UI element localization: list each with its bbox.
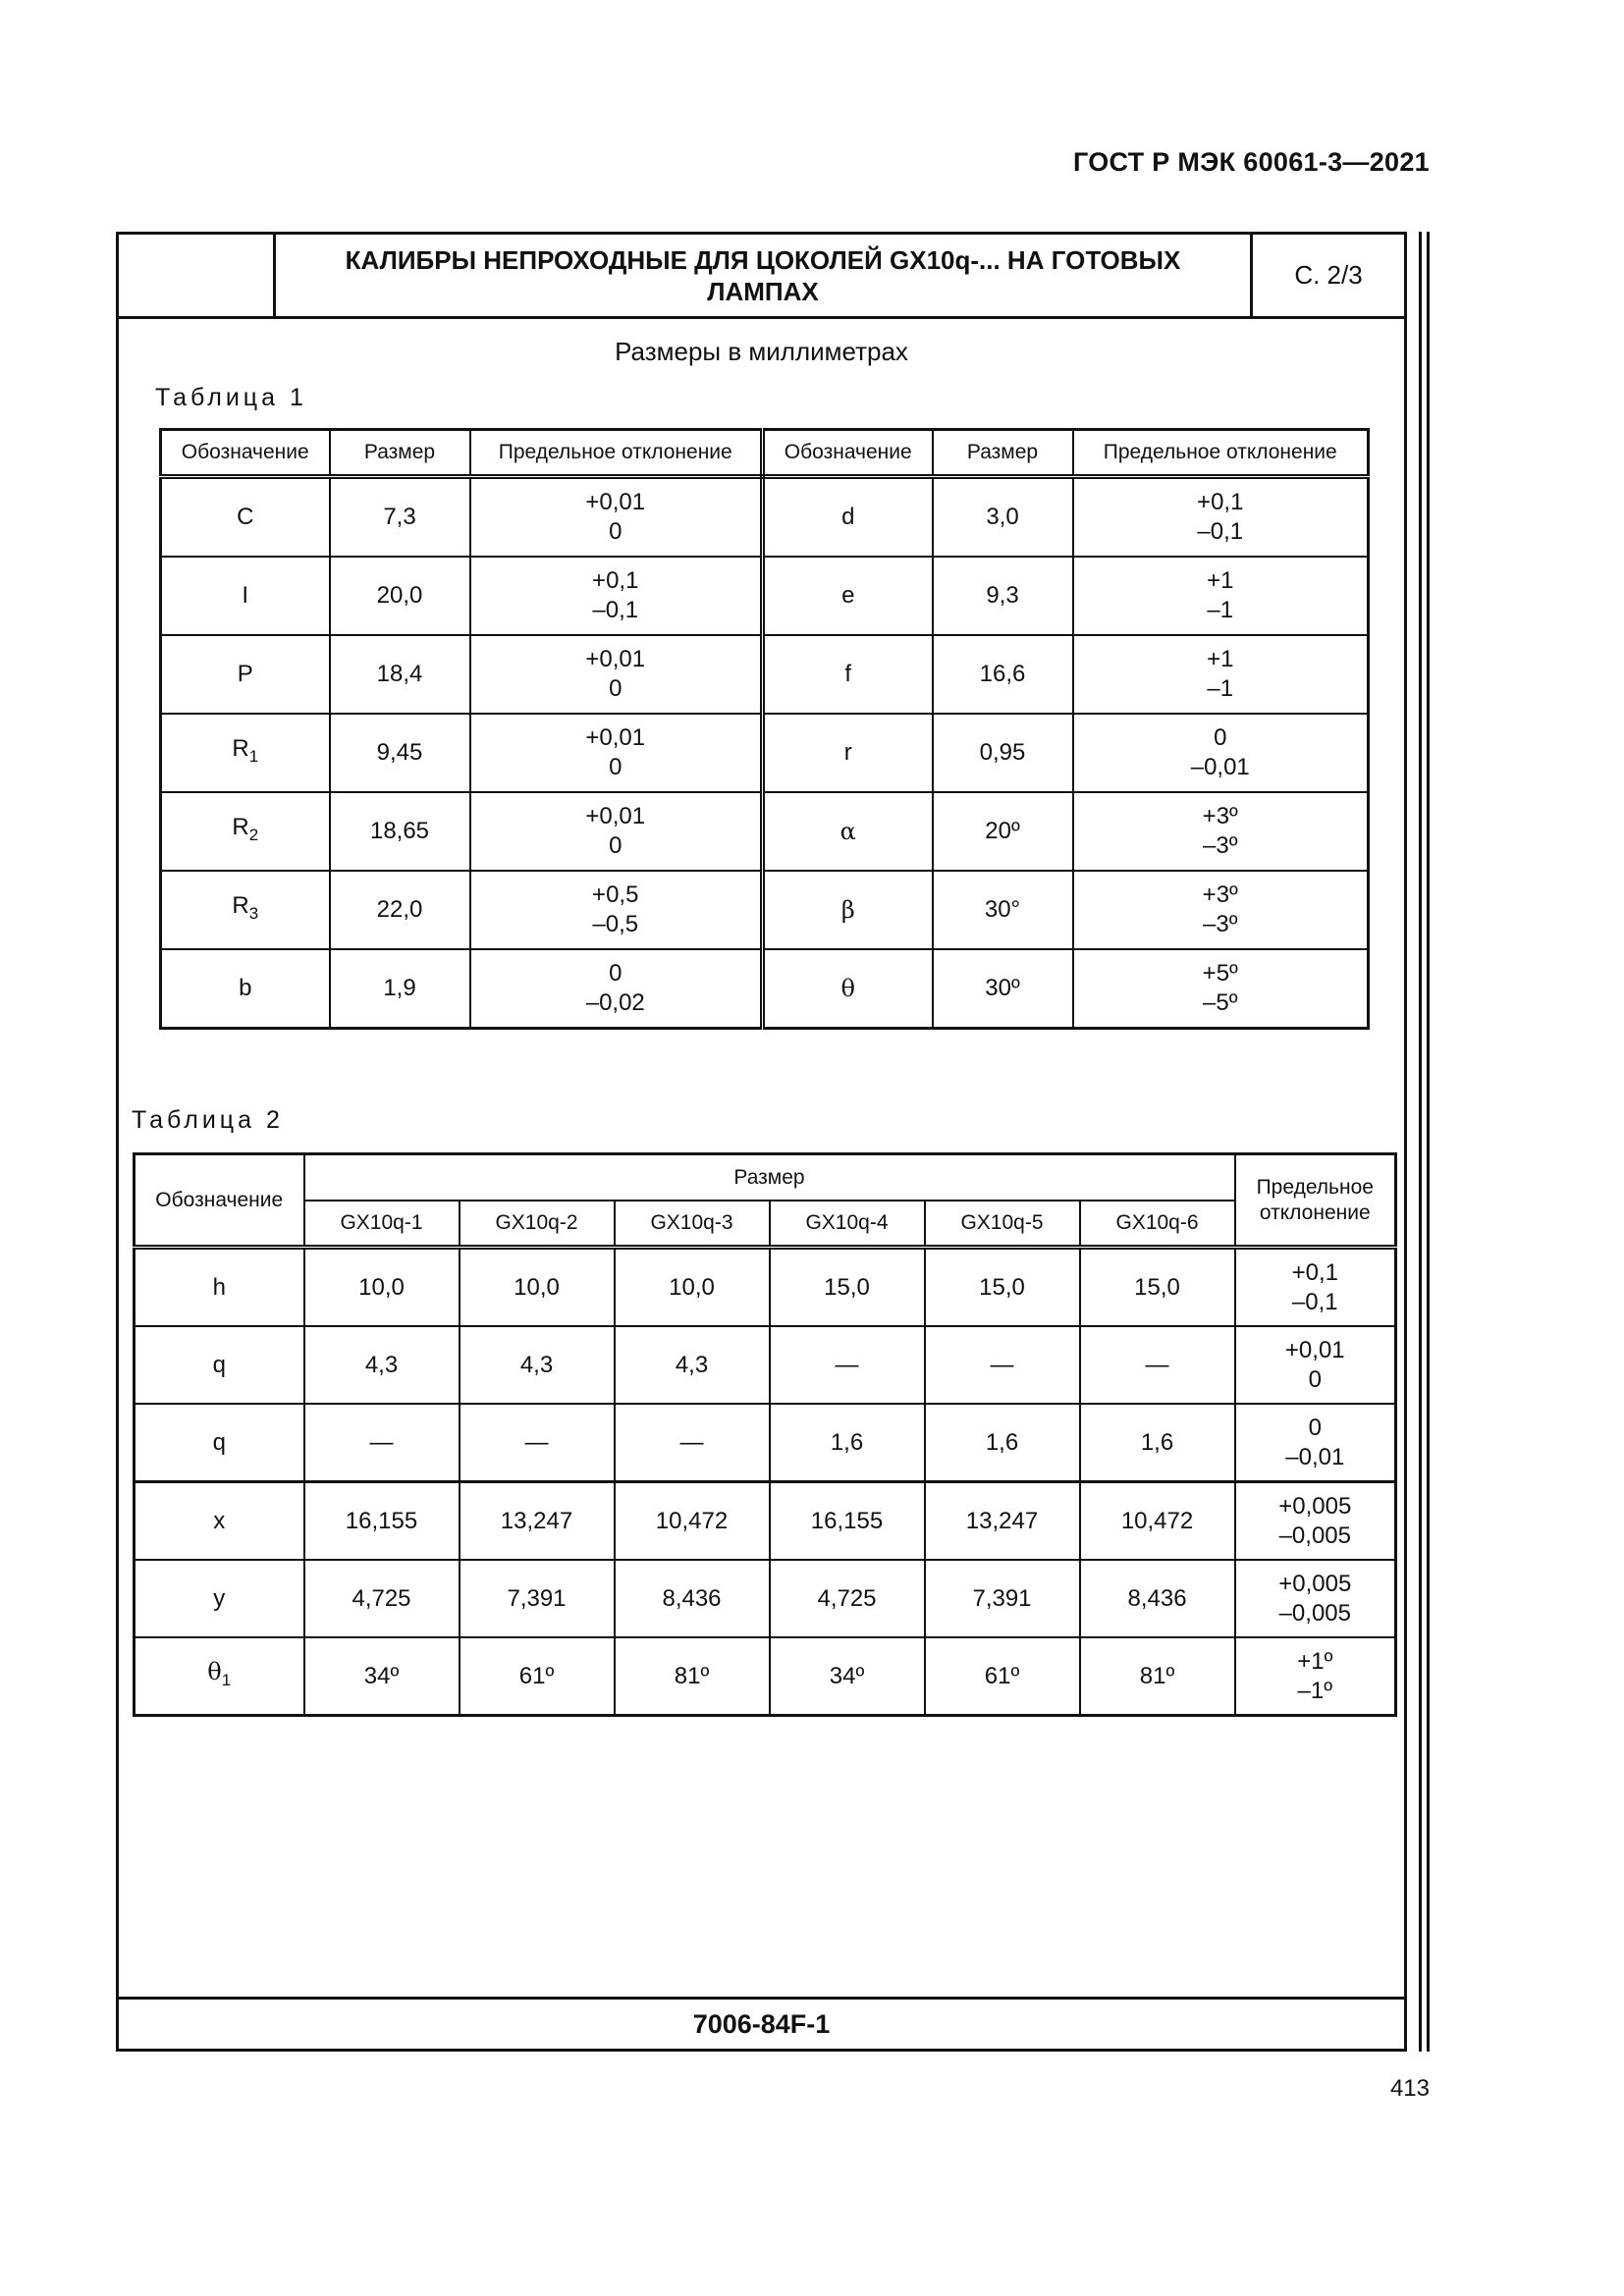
- t1-tolerance: [470, 949, 763, 1029]
- designation-symbol: d: [841, 504, 855, 530]
- t1-designation: [763, 792, 933, 871]
- designation-symbol: q: [212, 1351, 226, 1378]
- t1-tolerance: [1073, 477, 1369, 558]
- designation-symbol: R: [232, 735, 249, 762]
- t2-size-value: 4,3: [615, 1326, 770, 1404]
- t2-column-header: GX10q-1: [304, 1201, 460, 1248]
- t2-row: [135, 1482, 1396, 1561]
- t1-size: 16,6: [933, 635, 1073, 714]
- tolerance-lower: –1: [1207, 675, 1234, 702]
- t2-tolerance: [1235, 1560, 1396, 1637]
- designation-subscript: 1: [248, 747, 259, 766]
- tolerance-upper: +5º: [1202, 960, 1238, 987]
- tolerance-upper: +0,01: [585, 489, 646, 515]
- t1-tolerance: [470, 477, 763, 558]
- designation-subscript: 2: [248, 826, 259, 844]
- t1-designation: [161, 557, 330, 635]
- tolerance-lower: –0,1: [592, 597, 639, 623]
- tolerance-lower: 0: [609, 675, 623, 702]
- t2-tolerance: [1235, 1637, 1396, 1716]
- t1-header-tolerance: Предельное отклонение: [1073, 430, 1369, 477]
- t1-designation: [763, 871, 933, 949]
- tolerance-lower: –0,01: [1285, 1443, 1345, 1470]
- t1-tolerance: [1073, 949, 1369, 1029]
- t2-size-value: 61º: [925, 1637, 1080, 1716]
- t2-size-value: —: [615, 1404, 770, 1482]
- t2-designation: [135, 1326, 304, 1404]
- t1-size: 3,0: [933, 477, 1073, 558]
- t1-tolerance: [470, 871, 763, 949]
- t1-size: 20º: [933, 792, 1073, 871]
- designation-symbol: P: [237, 661, 253, 687]
- t2-size-value: 61º: [460, 1637, 615, 1716]
- t2-size-value: —: [770, 1326, 925, 1404]
- t2-size-value: 16,155: [304, 1482, 460, 1561]
- tolerance-lower: –0,005: [1278, 1599, 1351, 1627]
- t2-designation: [135, 1560, 304, 1637]
- t2-designation: [135, 1637, 304, 1716]
- t2-column-header: GX10q-4: [770, 1201, 925, 1248]
- designation-symbol: θ: [840, 974, 855, 1002]
- t1-tolerance: [470, 714, 763, 792]
- t2-row: [135, 1560, 1396, 1637]
- t2-size-value: 34º: [304, 1637, 460, 1716]
- t1-tolerance: [1073, 635, 1369, 714]
- t2-designation: [135, 1404, 304, 1482]
- t2-size-value: —: [925, 1326, 1080, 1404]
- t1-header-tolerance: Предельное отклонение: [470, 430, 763, 477]
- t1-row: [161, 557, 1369, 635]
- tolerance-upper: +0,01: [585, 724, 646, 751]
- designation-symbol: R: [232, 814, 249, 840]
- t1-tolerance: [470, 635, 763, 714]
- tolerance-upper: 0: [1308, 1414, 1322, 1441]
- t1-size: 1,9: [330, 949, 470, 1029]
- t2-size-value: 4,3: [460, 1326, 615, 1404]
- sheet-page-number: С. 2/3: [1294, 260, 1363, 290]
- t2-size-value: 34º: [770, 1637, 925, 1716]
- t1-header-size: Размер: [933, 430, 1073, 477]
- t1-row: [161, 477, 1369, 558]
- t2-size-value: 1,6: [1080, 1404, 1235, 1482]
- t2-tolerance: [1235, 1482, 1396, 1561]
- tolerance-lower: –1: [1207, 597, 1234, 623]
- sheet-title: КАЛИБРЫ НЕПРОХОДНЫЕ ДЛЯ ЦОКОЛЕЙ GX10q-... НА ГОТОВЫХ ЛАМПАХ: [276, 235, 1253, 316]
- table-1: [159, 428, 1370, 1030]
- tolerance-lower: –3º: [1203, 911, 1238, 937]
- tolerance-lower: –0,1: [1197, 518, 1244, 545]
- t1-tolerance: [1073, 871, 1369, 949]
- t2-size-value: 1,6: [770, 1404, 925, 1482]
- t2-designation: [135, 1482, 304, 1561]
- t2-size-value: 1,6: [925, 1404, 1080, 1482]
- designation-symbol: q: [212, 1428, 226, 1456]
- t1-designation: [763, 557, 933, 635]
- t1-size: 20,0: [330, 557, 470, 635]
- tolerance-lower: –0,5: [592, 911, 639, 937]
- t1-designation: [161, 477, 330, 558]
- table2-caption: Таблица 2: [132, 1106, 284, 1134]
- t1-header-designation: Обозначение: [763, 430, 933, 477]
- units-note: Размеры в миллиметрах: [615, 337, 908, 366]
- designation-subscript: 3: [248, 904, 259, 923]
- t1-row: [161, 635, 1369, 714]
- t1-designation: [763, 949, 933, 1029]
- designation-symbol: f: [844, 661, 852, 687]
- t1-size: 22,0: [330, 871, 470, 949]
- header-blank-cell: [119, 235, 276, 316]
- t2-size-value: 4,725: [770, 1560, 925, 1637]
- designation-symbol: R: [232, 892, 249, 919]
- t2-size-value: 13,247: [460, 1482, 615, 1561]
- t2-tolerance: [1235, 1326, 1396, 1404]
- tolerance-upper: +0,01: [1284, 1336, 1345, 1363]
- tolerance-lower: –0,02: [585, 989, 645, 1016]
- t1-header-designation: Обозначение: [161, 430, 330, 477]
- t2-size-value: 10,0: [304, 1248, 460, 1327]
- tolerance-lower: –1º: [1297, 1677, 1333, 1704]
- t2-size-value: 8,436: [615, 1560, 770, 1637]
- document-code: ГОСТ Р МЭК 60061-3—2021: [1072, 147, 1430, 177]
- t2-size-value: 16,155: [770, 1482, 925, 1561]
- t1-row: [161, 792, 1369, 871]
- tolerance-upper: +0,01: [585, 803, 646, 829]
- designation-symbol: C: [237, 504, 254, 530]
- t1-designation: [763, 714, 933, 792]
- t1-tolerance: [1073, 714, 1369, 792]
- t1-size: 30°: [933, 871, 1073, 949]
- tolerance-lower: –0,005: [1278, 1522, 1351, 1549]
- t2-row: [135, 1637, 1396, 1716]
- t1-size: 7,3: [330, 477, 470, 558]
- t2-size-value: 15,0: [1080, 1248, 1235, 1327]
- tolerance-upper: +0,005: [1278, 1570, 1352, 1597]
- t2-size-value: 81º: [615, 1637, 770, 1716]
- t2-size-value: 8,436: [1080, 1560, 1235, 1637]
- t2-size-value: —: [1080, 1326, 1235, 1404]
- t2-size-value: 4,3: [304, 1326, 460, 1404]
- sheet-frame: [116, 232, 1407, 2052]
- t2-size-value: 10,472: [1080, 1482, 1235, 1561]
- t2-size-value: 15,0: [770, 1248, 925, 1327]
- t2-column-header: GX10q-3: [615, 1201, 770, 1248]
- table1-header-row: [161, 430, 1369, 477]
- t2-size-value: 13,247: [925, 1482, 1080, 1561]
- tolerance-upper: +0,5: [592, 881, 639, 908]
- t2-row: [135, 1248, 1396, 1327]
- t2-row: [135, 1404, 1396, 1482]
- t1-tolerance: [1073, 792, 1369, 871]
- tolerance-lower: –0,1: [1291, 1288, 1338, 1315]
- t2-tolerance: [1235, 1248, 1396, 1327]
- t2-size-value: 10,0: [615, 1248, 770, 1327]
- t2-size-value: 15,0: [925, 1248, 1080, 1327]
- tolerance-lower: 0: [1308, 1365, 1322, 1393]
- t1-tolerance: [470, 792, 763, 871]
- t2-size-value: 7,391: [460, 1560, 615, 1637]
- t1-tolerance: [1073, 557, 1369, 635]
- t1-size: 9,45: [330, 714, 470, 792]
- tolerance-upper: +0,1: [592, 567, 639, 594]
- t2-column-header: GX10q-5: [925, 1201, 1080, 1248]
- tolerance-lower: 0: [609, 518, 623, 545]
- t1-size: 0,95: [933, 714, 1073, 792]
- tolerance-lower: –3º: [1203, 832, 1238, 859]
- t1-tolerance: [470, 557, 763, 635]
- t1-row: [161, 871, 1369, 949]
- t2-column-header: GX10q-6: [1080, 1201, 1235, 1248]
- tolerance-lower: –5º: [1203, 989, 1238, 1016]
- t2-size-value: 4,725: [304, 1560, 460, 1637]
- designation-symbol: α: [839, 817, 856, 845]
- tolerance-upper: +0,1: [1291, 1258, 1338, 1286]
- t1-header-size: Размер: [330, 430, 470, 477]
- t2-column-header: GX10q-2: [460, 1201, 615, 1248]
- tolerance-upper: +1: [1207, 646, 1234, 672]
- tolerance-lower: 0: [609, 832, 623, 859]
- t2-size-value: —: [460, 1404, 615, 1482]
- t2-size-value: 7,391: [925, 1560, 1080, 1637]
- t1-designation: [161, 949, 330, 1029]
- t1-size: 18,65: [330, 792, 470, 871]
- t1-size: 30º: [933, 949, 1073, 1029]
- t1-size: 18,4: [330, 635, 470, 714]
- tolerance-upper: +1º: [1297, 1647, 1333, 1675]
- t2-size-value: 10,472: [615, 1482, 770, 1561]
- designation-symbol: y: [213, 1584, 226, 1612]
- designation-symbol: x: [213, 1507, 226, 1534]
- frame-outer-line: [1419, 232, 1422, 2052]
- designation-subscript: 1: [221, 1671, 232, 1689]
- t2-designation: [135, 1248, 304, 1327]
- tolerance-upper: +1: [1207, 567, 1234, 594]
- tolerance-upper: +0,005: [1278, 1492, 1352, 1520]
- frame-outer-line: [1427, 232, 1430, 2052]
- tolerance-upper: +0,01: [585, 646, 646, 672]
- t2-tolerance: [1235, 1404, 1396, 1482]
- t1-designation: [161, 871, 330, 949]
- designation-symbol: r: [843, 739, 852, 766]
- designation-symbol: θ: [207, 1658, 222, 1685]
- t1-row: [161, 949, 1369, 1029]
- designation-symbol: e: [841, 582, 855, 609]
- sheet-footer-code: 7006-84F-1: [119, 1997, 1404, 2049]
- t2-row: [135, 1326, 1396, 1404]
- table2-subheader-row: [135, 1201, 1396, 1248]
- t1-size: 9,3: [933, 557, 1073, 635]
- table1-caption: Таблица 1: [155, 384, 307, 411]
- t1-designation: [161, 714, 330, 792]
- designation-symbol: I: [242, 582, 249, 609]
- tolerance-upper: +3º: [1202, 803, 1238, 829]
- designation-symbol: b: [239, 975, 252, 1001]
- tolerance-upper: +3º: [1202, 881, 1238, 908]
- t2-header-size: Размер: [304, 1154, 1235, 1201]
- tolerance-upper: +0,1: [1197, 489, 1244, 515]
- t2-size-value: —: [304, 1404, 460, 1482]
- t1-designation: [763, 477, 933, 558]
- sheet-header: [119, 235, 1404, 319]
- t2-header-tolerance: Предельное отклонение: [1235, 1154, 1396, 1248]
- t1-designation: [763, 635, 933, 714]
- t2-size-value: 81º: [1080, 1637, 1235, 1716]
- t2-size-value: 10,0: [460, 1248, 615, 1327]
- t2-header-designation: Обозначение: [135, 1154, 304, 1248]
- designation-symbol: β: [840, 895, 855, 924]
- table2-header-row: [135, 1154, 1396, 1201]
- tolerance-upper: 0: [1214, 724, 1227, 751]
- table-2: [133, 1152, 1397, 1717]
- tolerance-lower: 0: [609, 754, 623, 780]
- t1-designation: [161, 792, 330, 871]
- tolerance-lower: –0,01: [1190, 754, 1250, 780]
- page-number: 413: [1389, 2075, 1430, 2102]
- t1-row: [161, 714, 1369, 792]
- t1-designation: [161, 635, 330, 714]
- designation-symbol: h: [212, 1273, 226, 1301]
- tolerance-upper: 0: [609, 960, 623, 987]
